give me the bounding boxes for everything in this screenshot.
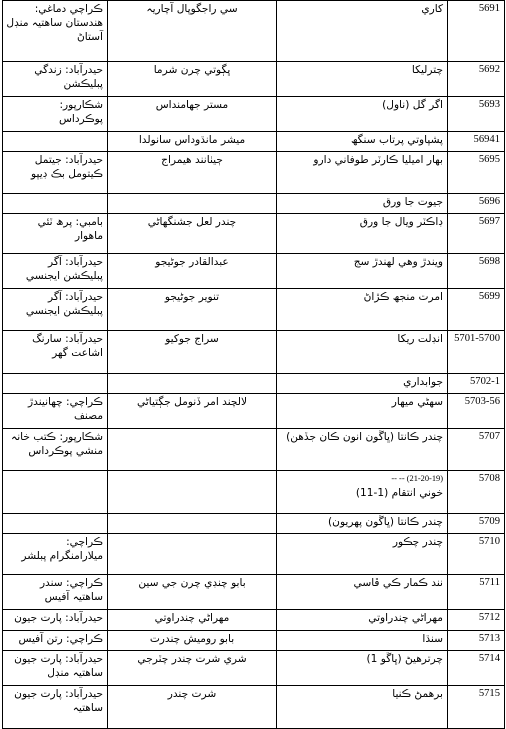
title-line: برهمڻ ڪنيا [392,688,443,700]
author-name: بابو روميش چندرت [149,633,235,645]
catalogue-number: 5715 [448,686,505,729]
title-cell [277,254,448,289]
author-cell [108,471,277,514]
table-row [3,394,505,429]
publisher-line: شڪارپور: [59,99,103,111]
title-line: اگر گل (ناول) [382,99,443,111]
publisher-cell [3,289,108,331]
publisher-cell [3,214,108,254]
table-row [3,194,505,214]
publisher-cell [3,1,108,62]
catalogue-number: 5702-1 [448,374,505,394]
catalogue-number: 5709 [448,514,505,534]
table-row [3,374,505,394]
publisher-cell [3,331,108,374]
publisher-line: آستاڻ [76,31,103,43]
publisher-line: پوڪرداس [58,113,103,125]
author-cell [108,394,277,429]
publisher-cell [3,97,108,132]
title-line: سنڌا [422,633,443,645]
title-cell [277,651,448,686]
catalogue-number: 5708 [448,471,505,514]
author-cell [108,686,277,729]
catalogue-number: 5695 [448,152,505,194]
publisher-line: ماهوار [74,230,103,242]
author-cell [108,610,277,631]
publisher-line: پبليڪشن ايجنسي [25,305,103,317]
catalogue-number: 5712 [448,610,505,631]
author-name: ميشر مانڌوداس سانولدا [138,134,246,146]
table-row [3,289,505,331]
title-line: چرترهيڻ (ڀاڱو 1) [366,653,443,665]
table-row [3,97,505,132]
title-line: سهڻي ميهار [391,396,443,408]
title-line: كاري [421,3,443,15]
publisher-cell [3,686,108,729]
publisher-line: منشي پوڪرداس [28,445,103,457]
publisher-line: ڪراچي: [66,536,103,548]
catalogue-table [2,0,505,729]
author-cell [108,62,277,97]
title-line: بهار اميليا ڪارٽر طوفاني دارو [313,154,443,166]
title-cell [277,471,448,514]
catalogue-rows [3,1,505,729]
author-cell [108,97,277,132]
catalogue-number: 5707 [448,429,505,471]
publisher-cell [3,374,108,394]
catalogue-number: 5693 [448,97,505,132]
title-cell [277,1,448,62]
publisher-line: اشاعت گهر [52,347,103,359]
title-line: جيوت جا ورق [382,196,443,208]
title-cell [277,631,448,651]
author-cell [108,514,277,534]
author-name: عبدالقادر جوڻيجو [155,256,229,268]
publisher-line: حيدرآباد: پارت جيون [14,612,103,624]
publisher-line: ڪراچي: چهانيندڙ [28,396,103,408]
publisher-line: پبليڪشن ايجنسي [25,270,103,282]
title-cell [277,575,448,610]
title-cell [277,514,448,534]
author-cell [108,194,277,214]
author-cell [108,1,277,62]
publisher-line: هندستان ساهتيہ منڊل [6,17,103,29]
author-cell [108,429,277,471]
catalogue-number: 5713 [448,631,505,651]
publisher-cell [3,631,108,651]
author-cell [108,331,277,374]
publisher-line: ساهتيہ [72,702,103,714]
title-line: انڊلت ريکا [397,333,443,345]
table-row [3,631,505,651]
title-line: چترليکا [411,64,443,76]
catalogue-number: 5696 [448,194,505,214]
table-row [3,254,505,289]
publisher-cell [3,429,108,471]
title-line: چندر ڪانتا (ڀاڱون پهريون) [328,516,443,528]
publisher-line: حيدرآباد: آگر [47,291,103,303]
publisher-line: حيدرآباد: سارنگ [32,333,103,345]
table-row [3,62,505,97]
title-cell [277,62,448,97]
author-name: سراج جوکيو [165,333,219,345]
publisher-cell [3,534,108,575]
catalogue-number: 5698 [448,254,505,289]
table-row [3,575,505,610]
title-cell [277,374,448,394]
title-line: چندر چڪور [392,536,443,548]
title-cell [277,686,448,729]
title-cell [277,534,448,575]
title-line: ڊاڪٽر ويال جا ورق [359,216,443,228]
publisher-cell [3,62,108,97]
publisher-cell [3,651,108,686]
publisher-cell [3,575,108,610]
title-line: نند ڪمار ڪي ڦاسي [353,577,443,589]
title-line: چندر ڪانتا (ڀاڱون انون ڪان جڏهن) [286,431,443,443]
author-name: مستر جهامنداس [155,99,229,111]
publisher-line: ڪيتومل بڪ ڊيپو [31,168,103,180]
table-row [3,429,505,471]
table-row [3,651,505,686]
author-name: لالچند امر ڏنومل جڳتياڻي [136,396,248,408]
publisher-line: بامبي: پرھ ٽئي [37,216,103,228]
title-cell [277,394,448,429]
title-line: پشپاوتي پرتاب سنگھ [350,134,443,146]
publisher-line: ڪراچي: سندر [39,577,103,589]
table-row [3,331,505,374]
publisher-line: ڪراچي دماغي: [34,3,103,15]
author-cell [108,152,277,194]
catalogue-number: 5691 [448,1,505,62]
title-cell [277,429,448,471]
author-name: سي راجگوپال آچاريہ [146,3,238,15]
catalogue-number: 5711 [448,575,505,610]
author-cell [108,289,277,331]
title-line: ويندڙ وهي لهندڙ سج [353,256,443,268]
title-cell [277,331,448,374]
table-row [3,534,505,575]
publisher-line: حيدرآباد: زندگي [34,64,103,76]
publisher-cell [3,254,108,289]
author-name: ڀڳوتي چرن شرما [153,64,231,76]
publisher-line: حيدرآباد: پارت جيون [14,688,103,700]
author-cell [108,254,277,289]
author-name: چندر لعل جشنگهاڻي [147,216,237,228]
author-name: تنوير جوڻيجو [164,291,220,303]
table-row [3,514,505,534]
publisher-cell [3,152,108,194]
publisher-line: حيدرآباد: آگر [47,256,103,268]
catalogue-number: 5710 [448,534,505,575]
catalogue-number: 5697 [448,214,505,254]
author-cell [108,214,277,254]
title-line: خوني انتقام (1-11) [355,487,443,499]
author-cell [108,374,277,394]
title-cell [277,214,448,254]
title-cell [277,289,448,331]
publisher-cell [3,471,108,514]
title-cell [277,194,448,214]
author-cell [108,631,277,651]
title-cell [277,132,448,152]
title-cell [277,97,448,132]
title-line: مهراڻي چندراوتي [368,612,443,624]
table-row [3,471,505,514]
catalogue-number: 5692 [448,62,505,97]
table-row [3,610,505,631]
title-cell [277,610,448,631]
author-cell [108,575,277,610]
table-row [3,152,505,194]
title-line: جوابداري [403,376,443,388]
publisher-line: حيدرآباد: جيتمل [34,154,103,166]
catalogue-number: 5701-5700 [448,331,505,374]
publisher-cell [3,514,108,534]
catalogue-number: 5699 [448,289,505,331]
author-name: ڄيٺانند هيمراج [161,154,223,166]
author-cell [108,651,277,686]
author-name: شرت چندر [167,688,217,700]
table-row [3,214,505,254]
publisher-line: ساهتيہ منڊل [47,667,103,679]
author-cell [108,534,277,575]
publisher-line: حيدرآباد: پارت جيون [14,653,103,665]
title-line: -- -- (21-20-19) [391,474,443,483]
publisher-line: پبليڪشن [63,78,103,90]
table-row [3,132,505,152]
publisher-cell [3,132,108,152]
publisher-line: ساهتيہ آفيس [44,591,103,603]
table-row [3,1,505,62]
publisher-line: ڪراچي: رتن آفيس [18,633,103,645]
author-name: مهراڻي چندراوتي [154,612,230,624]
publisher-cell [3,610,108,631]
title-line: امرت منجھ ڪڙاڻ [363,291,443,303]
table-row [3,686,505,729]
catalogue-number: 5703-56 [448,394,505,429]
catalogue-number: 5714 [448,651,505,686]
publisher-cell [3,194,108,214]
author-name: بابو چنڊي چرن جي سين [138,577,246,589]
publisher-cell [3,394,108,429]
catalogue-number: 56941 [448,132,505,152]
author-cell [108,132,277,152]
publisher-line: ميلارامنگرام پبلشر [21,550,103,562]
publisher-line: شڪارپور: ڪتب خانہ [11,431,103,443]
title-cell [277,152,448,194]
publisher-line: مصنف [73,410,103,422]
author-name: شري شرت چندر چٽرجي [137,653,247,665]
